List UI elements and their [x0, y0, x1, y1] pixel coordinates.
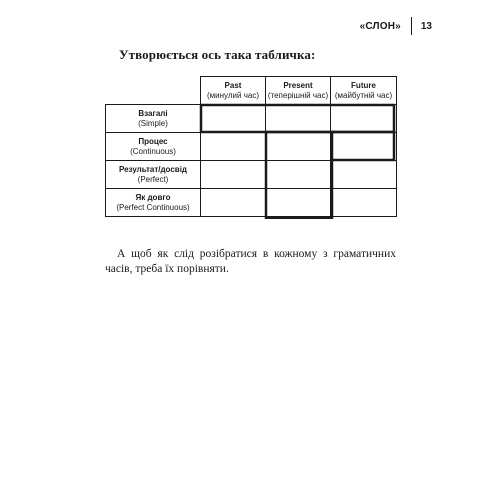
- table-cell: [331, 189, 397, 217]
- table-cell: [331, 161, 397, 189]
- body-paragraph: А щоб як слід розібратися в кожному з граматичних часів, треба їх порівняти.: [105, 247, 396, 275]
- column-subtitle: (майбутній час): [334, 90, 393, 100]
- page-number: 13: [420, 21, 432, 32]
- row-header-simple: [106, 105, 201, 133]
- row-title: Процес: [138, 136, 168, 146]
- table-cell: [266, 161, 331, 189]
- table-corner-cell: [106, 77, 201, 105]
- table-cell: [266, 133, 331, 161]
- column-subtitle: (минулий час): [207, 90, 259, 100]
- table-cell: [201, 161, 266, 189]
- column-title: Past: [224, 80, 242, 90]
- column-title: Future: [351, 80, 376, 90]
- intro-sentence: Утворюється ось така табличка:: [119, 47, 316, 62]
- table-header-row: [106, 77, 397, 105]
- table-cell: [266, 105, 331, 133]
- table-row-perfect-continuous: [106, 189, 397, 217]
- row-header-perfect: [106, 161, 201, 189]
- column-subtitle: (теперішній час): [267, 90, 329, 100]
- row-subtitle: (Perfect): [137, 174, 169, 184]
- table-cell: [331, 105, 397, 133]
- row-title: Результат/досвід: [118, 164, 188, 174]
- running-title: «СЛОН»: [359, 21, 401, 32]
- row-subtitle: (Simple): [138, 118, 168, 128]
- tense-table: [105, 76, 397, 217]
- table-cell: [266, 189, 331, 217]
- row-title: Як довго: [135, 192, 171, 202]
- table-cell: [201, 133, 266, 161]
- row-title: Взагалі: [138, 108, 168, 118]
- row-header-continuous: [106, 133, 201, 161]
- column-header-past: [201, 77, 266, 105]
- table-row-simple: [106, 105, 397, 133]
- tense-table-container: [105, 76, 396, 219]
- row-subtitle: (Continuous): [130, 146, 176, 156]
- column-header-present: [266, 77, 331, 105]
- column-header-future: [331, 77, 397, 105]
- table-cell: [201, 105, 266, 133]
- table-cell: [201, 189, 266, 217]
- table-row-continuous: [106, 133, 397, 161]
- row-subtitle: (Perfect Continuous): [116, 202, 190, 212]
- header-divider: [411, 17, 412, 35]
- table-cell: [331, 133, 397, 161]
- column-title: Present: [283, 80, 313, 90]
- running-header: [360, 17, 432, 39]
- table-row-perfect: [106, 161, 397, 189]
- row-header-perfect-continuous: [106, 189, 201, 217]
